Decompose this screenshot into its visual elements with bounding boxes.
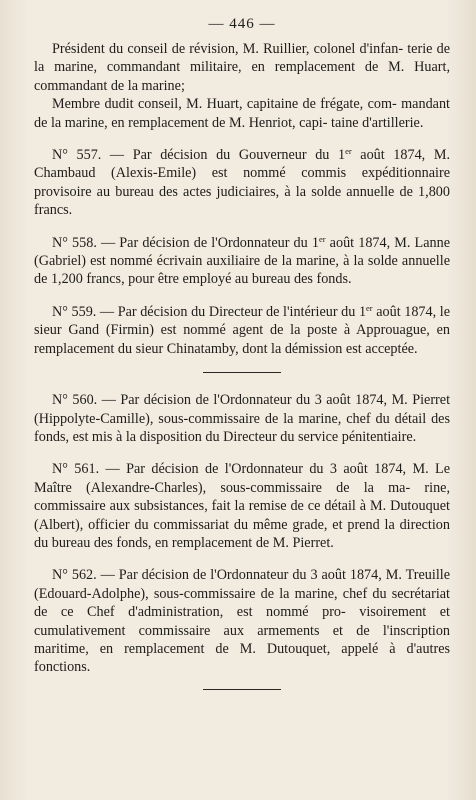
text-line: visoirement et cumulativement commissaire aux armements et [34, 604, 450, 639]
text-line: à la solde annuelle de 1,200 francs, pour être employé au bureau [34, 253, 450, 288]
end-divider [203, 689, 281, 690]
text-line: de l'inscription maritime, en remplacement de M. Dutouquet, [34, 622, 451, 657]
council-president-paragraph [34, 40, 450, 95]
text-line: des fonds. [294, 271, 352, 288]
decision-entry-560 [34, 391, 450, 446]
superscript: er [345, 146, 352, 157]
council-member-paragraph [34, 95, 450, 132]
text-line: dont la démission est acceptée. [242, 340, 418, 357]
entry-number: N° 562. [52, 567, 97, 584]
text-line: poste à Approuague, en remplacement du sieur Chinatamby, [34, 322, 450, 357]
text-line: M. Le Maître (Alexandre-Charles), sous-commissaire de la ma- [34, 461, 450, 496]
superscript: er [318, 233, 326, 244]
text-line: chef du détail des fonds, est mis à la disposition du Directeur [34, 410, 451, 445]
text-line: — Par décision du Directeur de l'intérieur du [96, 303, 356, 320]
text-line: terie de la marine, commandant militaire, en remplacement de [34, 41, 451, 76]
text-line: mandant de la marine, en remplacement de M. Henriot, capi- [34, 96, 450, 131]
entry-number: N° 558. [52, 234, 97, 251]
text-line: de 1,800 francs. [34, 183, 450, 219]
text-line: 1 [358, 303, 367, 320]
entry-number: N° 559. [52, 303, 97, 320]
entry-number: N° 560. [52, 392, 98, 409]
text-line: du service pénitentiaire. [280, 428, 417, 445]
text-line: août 1874, [325, 234, 391, 251]
superscript: er [366, 302, 373, 313]
text-line: Président du conseil de révision, M. Ruillier, colonel d'infan- [52, 41, 404, 57]
text-line: provisoire au bureau des actes judiciaires, à la solde annuelle [34, 183, 395, 200]
text-line: — Par décision de l'Ordonnateur du 1 [96, 234, 319, 251]
decision-entry-561 [34, 460, 450, 552]
text-line: M. Pierret (Hippolyte-Camille), sous-commissaire de la marine, [34, 392, 451, 427]
text-line: M. Chambaud (Alexis-Emile) est nommé commis expéditionnaire [34, 147, 450, 182]
text-line: M. Huart, commandant de la marine; [34, 59, 451, 94]
text-line: — Par décision de l'Ordonnateur du 3 août 1874, [96, 567, 382, 584]
text-line: taine d'artillerie. [331, 114, 424, 131]
text-line: août 1874, [351, 147, 426, 164]
entry-number: N° 561. [52, 461, 100, 478]
text-line: de M. Pierret. [255, 534, 334, 551]
text-line: Membre dudit conseil, M. Huart, capitaine de frégate, com- [52, 96, 397, 113]
decision-entry-557 [34, 146, 450, 220]
decision-entry-559 [34, 303, 450, 358]
section-divider [203, 372, 281, 373]
entry-number: N° 557. [52, 147, 102, 164]
decision-entry-562 [34, 566, 450, 676]
text-line: M. Lanne (Gabriel) est nommé écrivain auxiliaire de la marine, [34, 234, 451, 270]
text-line: août 1874, le sieur Gand (Firmin) est nommé agent de la [34, 303, 451, 339]
text-line: M. Treuille (Edouard-Adolphe), sous-commissaire de la marine, [34, 567, 451, 602]
decision-entry-558 [34, 234, 450, 289]
text-line: — Par décision du Gouverneur du 1 [101, 147, 346, 164]
text-line: appelé à d'autres fonctions. [34, 640, 451, 676]
text-line: — Par décision de l'Ordonnateur du 3 août 1874, [99, 461, 407, 478]
text-line: — Par décision de l'Ordonnateur du 3 août 1874, [97, 392, 388, 409]
text-line: chef du secrétariat de ce Chef d'administration, est nommé pro- [34, 585, 450, 621]
text-line: et prend la direction du bureau des fonds, en remplacement [34, 516, 450, 551]
text-line: rine, commissaire aux subsistances, fait la remise de ce détail [34, 479, 451, 515]
page-number: — 446 — [208, 16, 276, 32]
text-line: à M. Dutouquet (Albert), officier du commissariat du même grade, [34, 498, 450, 533]
